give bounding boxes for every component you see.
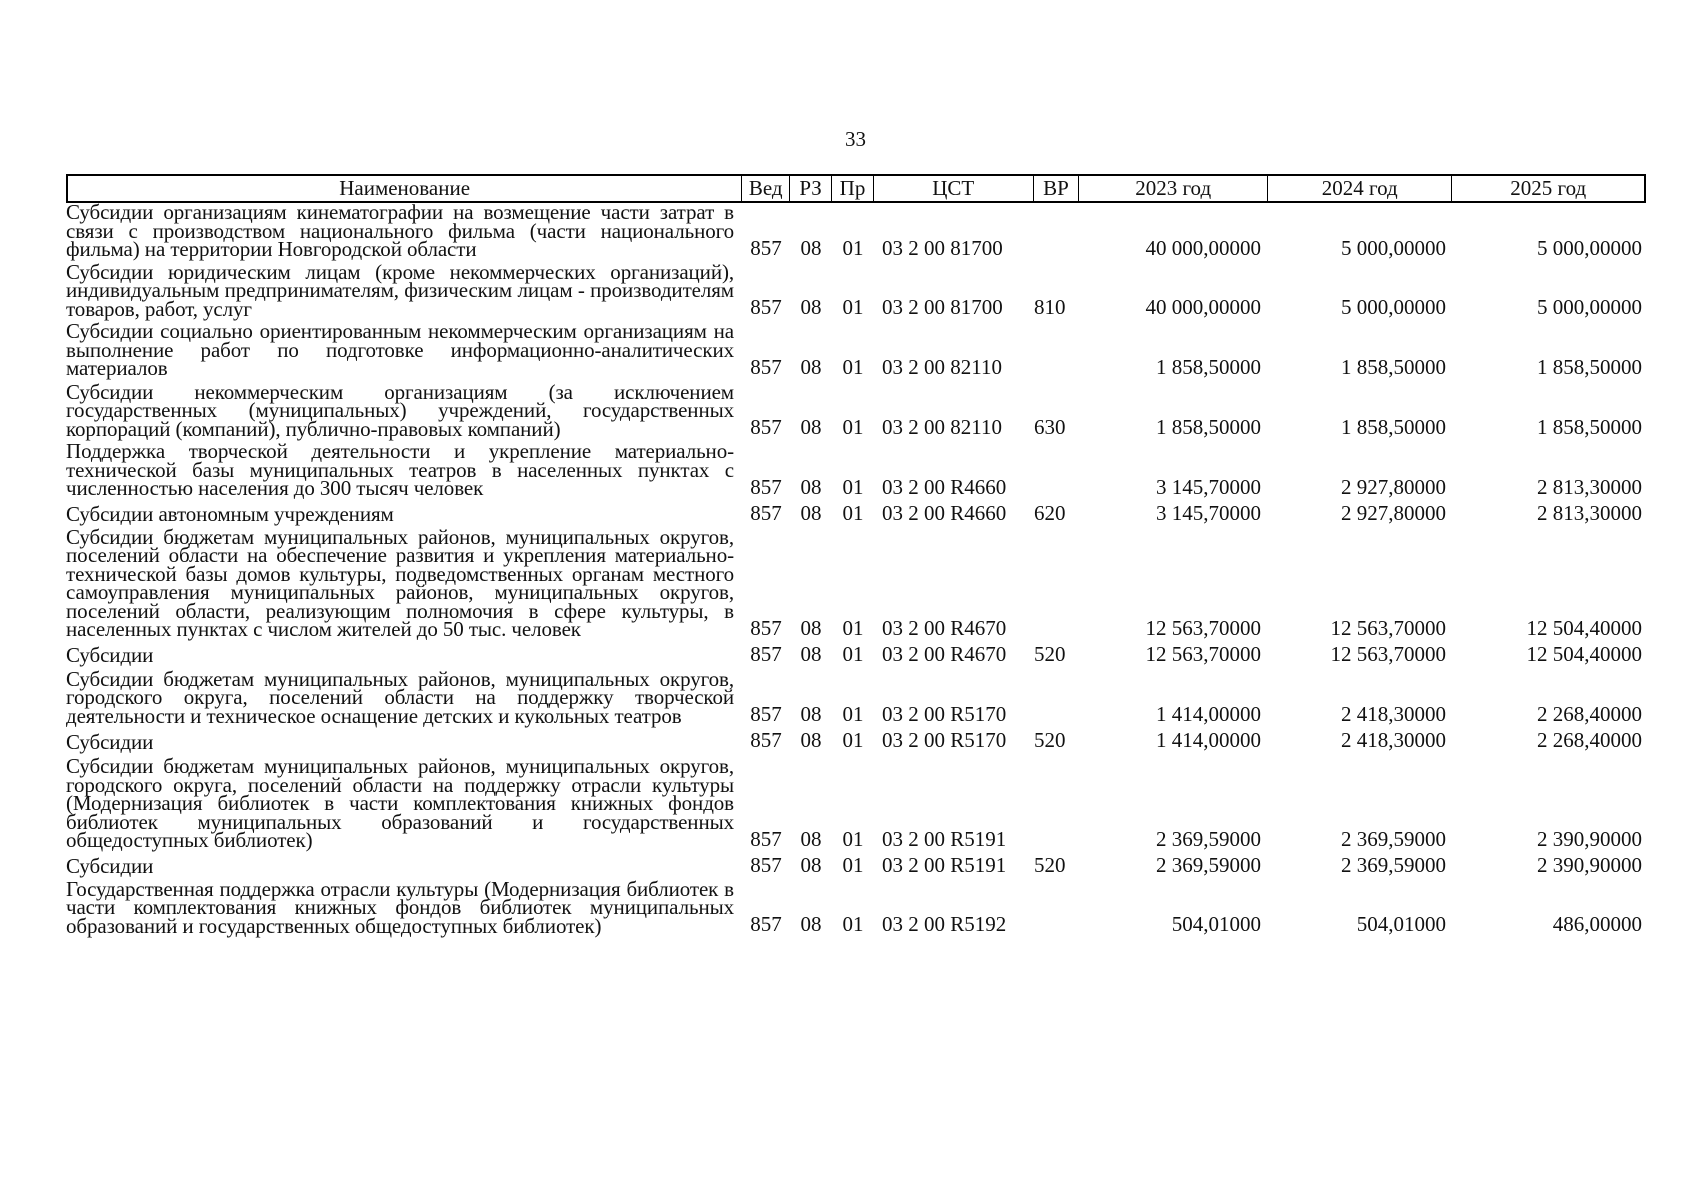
- row-2023: 1 858,50000: [1156, 415, 1261, 439]
- header-rz: РЗ: [790, 176, 832, 201]
- row-ved: 857: [750, 474, 782, 499]
- header-2023: 2023 год: [1079, 176, 1268, 201]
- row-cst: 03 2 00 81700: [882, 295, 1003, 319]
- row-2024: 1 858,50000: [1341, 354, 1446, 379]
- row-2024: 2 418,30000: [1341, 702, 1446, 726]
- row-rz: 08: [800, 826, 822, 851]
- row-ved: 857: [750, 235, 782, 260]
- row-2025: 2 813,30000: [1537, 500, 1642, 525]
- header-pr: Пр: [832, 176, 874, 201]
- row-rz: 08: [800, 415, 822, 439]
- table-row: [66, 200, 1646, 261]
- row-2024: 12 563,70000: [1330, 641, 1446, 666]
- row-rz: 08: [800, 354, 822, 379]
- row-2023: 12 563,70000: [1145, 615, 1261, 640]
- table-body: [66, 200, 1646, 940]
- row-vr: 520: [1034, 728, 1066, 752]
- row-2025: 2 268,40000: [1537, 728, 1642, 752]
- row-rz: 08: [800, 474, 822, 499]
- row-2025: 2 390,90000: [1537, 826, 1642, 851]
- row-pr: 01: [842, 295, 864, 319]
- row-name: Государственная поддержка отрасли культуры (Модернизация библиотек в части комплектования книжных фондов библиотек муниципальных образований и государственных общедоступных библиотек): [66, 876, 734, 938]
- row-name: Субсидии бюджетам муниципальных районов, муниципальных округов, поселений области на обеспечение развития и укрепления материально-технической базы домов культуры, подведомственных органам местного самоуправления муниципальных районов, муниципальных округов, поселений области, реализующим полномочия в сфере культуры, в населенных пунктах с числом жителей до 50 тыс. человек: [66, 524, 734, 641]
- row-name: Субсидии социально ориентированным некоммерческим организациям на выполнение работ по подготовке информационно-аналитических материалов: [66, 319, 734, 380]
- row-2024: 12 563,70000: [1330, 615, 1446, 640]
- row-vr: 810: [1034, 295, 1066, 319]
- row-pr: 01: [842, 912, 864, 936]
- row-rz: 08: [800, 615, 822, 640]
- row-2023: 1 414,00000: [1156, 728, 1261, 752]
- row-2023: 12 563,70000: [1145, 641, 1261, 666]
- row-cst: 03 2 00 R5191: [882, 852, 1007, 877]
- row-2023: 40 000,00000: [1145, 295, 1261, 319]
- row-2024: 5 000,00000: [1341, 235, 1446, 260]
- row-cst: 03 2 00 R5170: [882, 702, 1007, 726]
- table-row: [66, 319, 1646, 380]
- header-2024: 2024 год: [1268, 176, 1453, 201]
- row-cst: 03 2 00 R4660: [882, 474, 1007, 499]
- row-2024: 2 369,59000: [1341, 826, 1446, 851]
- row-vr: 520: [1034, 852, 1066, 877]
- row-2025: 12 504,40000: [1526, 641, 1642, 666]
- row-pr: 01: [842, 615, 864, 640]
- row-pr: 01: [842, 500, 864, 525]
- row-vr: 520: [1034, 641, 1066, 666]
- row-2024: 1 858,50000: [1341, 415, 1446, 439]
- header-2025: 2025 год: [1510, 176, 1587, 200]
- row-ved: 857: [750, 912, 782, 936]
- table-row: [66, 524, 1646, 641]
- row-ved: 857: [750, 728, 782, 752]
- row-2024: 2 418,30000: [1341, 728, 1446, 752]
- row-pr: 01: [842, 354, 864, 379]
- row-pr: 01: [842, 415, 864, 439]
- row-vr: 620: [1034, 500, 1066, 525]
- page-number: 33: [845, 127, 866, 151]
- row-name: Субсидии бюджетам муниципальных районов, муниципальных округов, городского округа, поселений области на поддержку творческой деятельности и техническое оснащение детских и кукольных театров: [66, 666, 734, 728]
- row-name: Субсидии: [66, 643, 154, 667]
- row-name: Субсидии: [66, 729, 154, 754]
- row-2023: 40 000,00000: [1145, 235, 1261, 260]
- row-ved: 857: [750, 826, 782, 851]
- table-row: [66, 754, 1646, 852]
- row-cst: 03 2 00 R5191: [882, 826, 1007, 851]
- row-name: Субсидии бюджетам муниципальных районов, муниципальных округов, городского округа, поселений области на поддержку отрасли культуры (Модернизация библиотек в части комплектования книжных фондов библиотек муниципальных образований и государственных общедоступных библиотек): [66, 754, 734, 852]
- row-2025: 5 000,00000: [1537, 295, 1642, 319]
- header-vr: ВР: [1034, 176, 1080, 201]
- table-row: [66, 502, 1646, 524]
- row-2025: 12 504,40000: [1526, 615, 1642, 640]
- row-name: Поддержка творческой деятельности и укрепление материально-технической базы муниципальных театров в населенных пунктах с численностью населения до 300 тысяч человек: [66, 439, 734, 500]
- header-cst: ЦСТ: [874, 176, 1034, 201]
- table-row: [66, 876, 1646, 938]
- row-cst: 03 2 00 R4660: [882, 500, 1007, 525]
- row-2025: 5 000,00000: [1537, 235, 1642, 260]
- row-2025: 2 268,40000: [1537, 702, 1642, 726]
- table-row: [66, 643, 1646, 665]
- table-row: [66, 854, 1646, 876]
- row-ved: 857: [750, 852, 782, 877]
- row-name: Субсидии организациям кинематографии на возмещение части затрат в связи с производством национального фильма (части национального фильма) на территории Новгородской области: [66, 200, 734, 261]
- row-pr: 01: [842, 852, 864, 877]
- table-row: [66, 439, 1646, 500]
- row-ved: 857: [750, 354, 782, 379]
- row-2023: 504,01000: [1171, 912, 1261, 936]
- row-pr: 01: [842, 702, 864, 726]
- row-pr: 01: [842, 641, 864, 666]
- row-2025: 486,00000: [1552, 912, 1642, 936]
- row-rz: 08: [800, 500, 822, 525]
- row-cst: 03 2 00 R5170: [882, 728, 1007, 752]
- row-rz: 08: [800, 641, 822, 666]
- row-vr: 630: [1034, 415, 1066, 439]
- row-pr: 01: [842, 728, 864, 752]
- row-ved: 857: [750, 500, 782, 525]
- row-ved: 857: [750, 702, 782, 726]
- header-name: Наименование: [68, 176, 742, 201]
- row-rz: 08: [800, 912, 822, 936]
- row-name: Субсидии юридическим лицам (кроме некоммерческих организаций), индивидуальным предпринимателям, физическим лицам - производителям товаров, работ, услуг: [66, 259, 734, 321]
- row-name: Субсидии автономным учреждениям: [66, 502, 394, 526]
- row-cst: 03 2 00 82110: [882, 354, 1002, 379]
- row-2025: 1 858,50000: [1537, 354, 1642, 379]
- row-2024: 2 927,80000: [1341, 474, 1446, 499]
- table-row: [66, 259, 1646, 321]
- table-row: [66, 666, 1646, 728]
- header-ved: Вед: [742, 176, 790, 201]
- row-2023: 1 858,50000: [1156, 354, 1261, 379]
- row-2023: 2 369,59000: [1156, 852, 1261, 877]
- row-2023: 3 145,70000: [1156, 474, 1261, 499]
- row-cst: 03 2 00 R4670: [882, 615, 1007, 640]
- row-2024: 504,01000: [1356, 912, 1446, 936]
- row-rz: 08: [800, 702, 822, 726]
- row-rz: 08: [800, 295, 822, 319]
- row-2023: 3 145,70000: [1156, 500, 1261, 525]
- row-rz: 08: [800, 728, 822, 752]
- table-header: [66, 174, 1646, 203]
- table-row: [66, 379, 1646, 441]
- row-cst: 03 2 00 R4670: [882, 641, 1007, 666]
- row-name: Субсидии: [66, 854, 154, 878]
- row-rz: 08: [800, 235, 822, 260]
- row-cst: 03 2 00 R5192: [882, 912, 1007, 936]
- row-pr: 01: [842, 826, 864, 851]
- row-ved: 857: [750, 641, 782, 666]
- row-cst: 03 2 00 81700: [882, 235, 1003, 260]
- row-2025: 2 390,90000: [1537, 852, 1642, 877]
- row-ved: 857: [750, 615, 782, 640]
- row-pr: 01: [842, 474, 864, 499]
- row-2024: 2 369,59000: [1341, 852, 1446, 877]
- row-2023: 2 369,59000: [1156, 826, 1261, 851]
- table-row: [66, 728, 1646, 754]
- row-2025: 1 858,50000: [1537, 415, 1642, 439]
- row-2025: 2 813,30000: [1537, 474, 1642, 499]
- row-pr: 01: [842, 235, 864, 260]
- row-rz: 08: [800, 852, 822, 877]
- row-name: Субсидии некоммерческим организациям (за исключением государственных (муниципальных) учреждений, государственных корпораций (компаний), публично-правовых компаний): [66, 379, 734, 441]
- row-ved: 857: [750, 295, 782, 319]
- row-ved: 857: [750, 415, 782, 439]
- row-2024: 5 000,00000: [1341, 295, 1446, 319]
- row-2023: 1 414,00000: [1156, 702, 1261, 726]
- row-2024: 2 927,80000: [1341, 500, 1446, 525]
- row-cst: 03 2 00 82110: [882, 415, 1002, 439]
